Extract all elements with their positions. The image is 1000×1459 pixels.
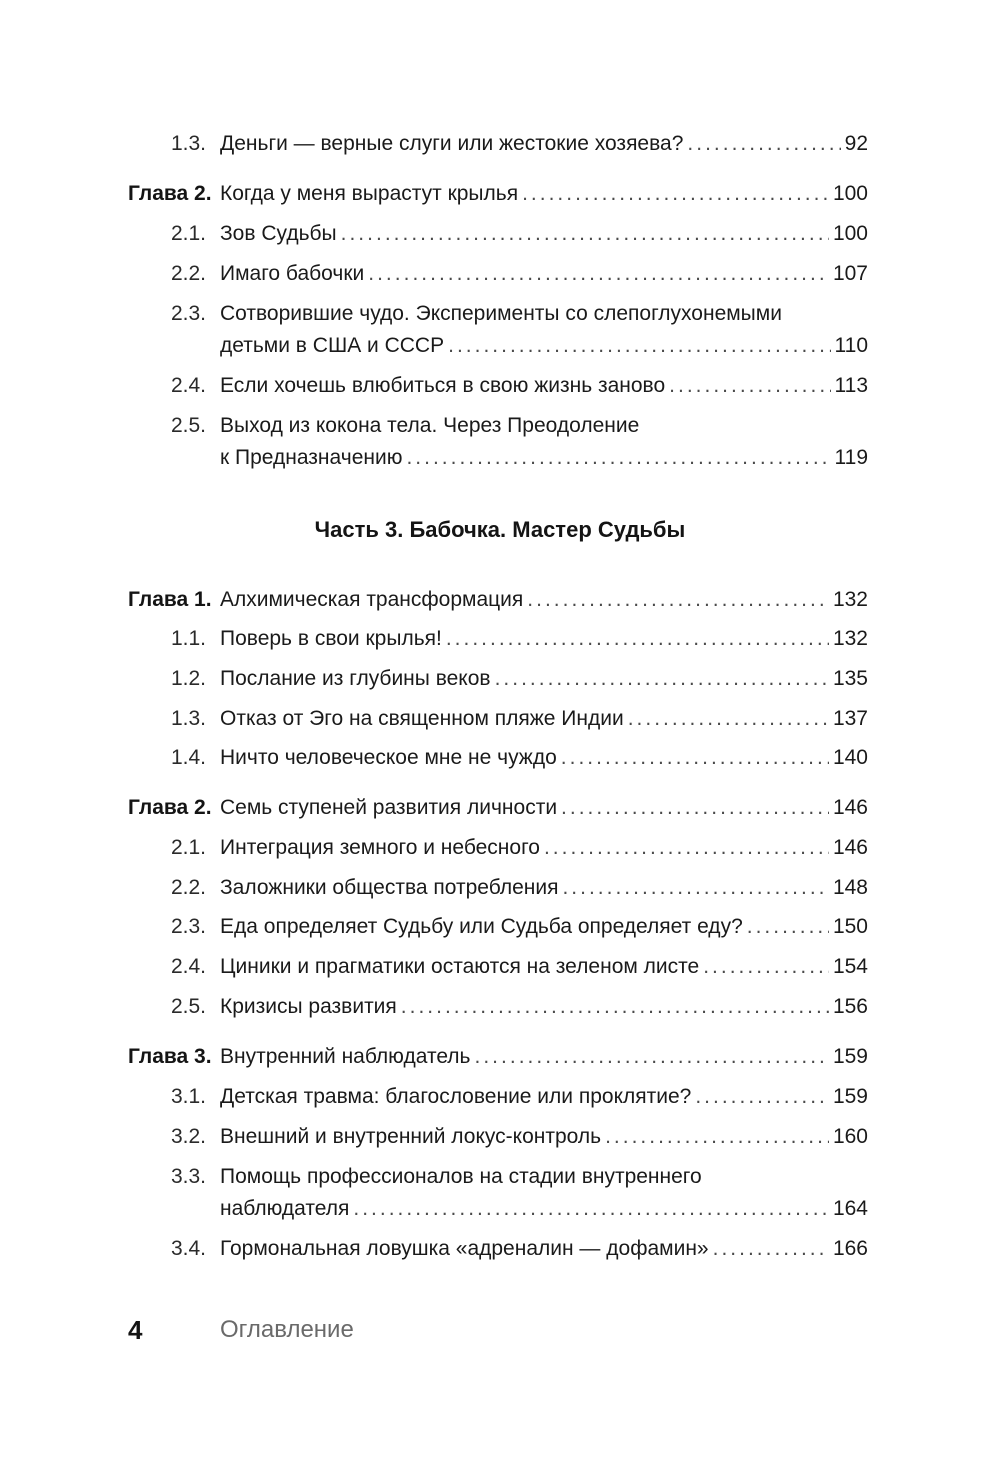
toc-entry <box>0 951 1000 983</box>
page-number: 160 <box>832 1125 868 1148</box>
section-title: Зов Судьбы <box>220 222 337 245</box>
toc-chapter-entry <box>0 584 1000 616</box>
dot-leader <box>747 911 829 943</box>
toc-entry <box>0 1121 1000 1153</box>
toc-chapter-entry <box>0 178 1000 210</box>
section-title: Деньги — верные слуги или жестокие хозяева? <box>220 132 684 155</box>
page-number: 148 <box>832 876 868 899</box>
chapter-title: Алхимическая трансформация <box>220 588 524 611</box>
page-number: 159 <box>832 1085 868 1108</box>
toc-entry <box>0 872 1000 904</box>
section-number: 3.2. <box>170 1125 206 1148</box>
toc-entry <box>0 1081 1000 1113</box>
dot-leader <box>527 584 829 616</box>
dot-leader <box>687 128 840 160</box>
page-number: 154 <box>832 955 868 978</box>
dot-leader <box>475 1041 829 1073</box>
toc-entry <box>0 703 1000 735</box>
section-title: Кризисы развития <box>220 995 397 1018</box>
dot-leader <box>522 178 829 210</box>
section-title: Внешний и внутренний локус-контроль <box>220 1125 602 1148</box>
page-footer <box>128 1310 828 1350</box>
page-number: 132 <box>832 588 868 611</box>
toc-entry <box>0 298 1000 330</box>
section-number: 1.1. <box>170 627 206 650</box>
chapter-title: Когда у меня вырастут крылья <box>220 182 519 205</box>
page-number: 159 <box>832 1045 868 1068</box>
toc-entry-continuation <box>0 330 1000 362</box>
section-number: 2.1. <box>170 222 206 245</box>
dot-leader <box>605 1121 829 1153</box>
section-number: 2.3. <box>170 915 206 938</box>
dot-leader <box>669 370 830 402</box>
page-number: 164 <box>832 1197 868 1220</box>
dot-leader <box>713 1233 829 1265</box>
toc-entry <box>0 128 1000 160</box>
page-number: 100 <box>832 222 868 245</box>
toc-chapter-entry <box>0 1041 1000 1073</box>
section-title-line1: Выход из кокона тела. Через Преодоление <box>220 414 640 437</box>
toc-entry <box>0 832 1000 864</box>
section-number: 1.3. <box>170 132 206 155</box>
section-number: 1.2. <box>170 667 206 690</box>
section-title: Еда определяет Судьбу или Судьба определяет еду? <box>220 915 743 938</box>
toc-entry-continuation <box>0 442 1000 474</box>
toc-entry <box>0 218 1000 250</box>
section-title: Послание из глубины веков <box>220 667 491 690</box>
chapter-number: Глава 2. <box>128 182 212 205</box>
section-title: к Предназначению <box>220 446 403 469</box>
toc-entry <box>0 1233 1000 1265</box>
section-title: Имаго бабочки <box>220 262 365 285</box>
section-number: 2.5. <box>170 414 206 437</box>
toc-entry <box>0 742 1000 774</box>
dot-leader <box>406 442 830 474</box>
page-number: 146 <box>832 836 868 859</box>
section-title: детьми в США и СССР <box>220 334 445 357</box>
page-number: 113 <box>834 374 868 397</box>
section-number: 1.3. <box>170 707 206 730</box>
page-number: 146 <box>832 796 868 819</box>
footer-page-number: 4 <box>128 1315 143 1345</box>
section-title: Отказ от Эго на священном пляже Индии <box>220 707 624 730</box>
dot-leader <box>544 832 829 864</box>
section-number: 2.1. <box>170 836 206 859</box>
toc-entry-continuation <box>0 1193 1000 1225</box>
section-number: 2.5. <box>170 995 206 1018</box>
section-number: 2.3. <box>170 302 206 325</box>
page-number: 135 <box>832 667 868 690</box>
section-title: Интеграция земного и небесного <box>220 836 540 859</box>
section-title: Детская травма: благословение или проклятие? <box>220 1085 692 1108</box>
toc-entry <box>0 410 1000 442</box>
toc-entry <box>0 1161 1000 1193</box>
toc-chapter-entry <box>0 792 1000 824</box>
page-number: 100 <box>832 182 868 205</box>
page-number: 140 <box>832 746 868 769</box>
section-number: 3.4. <box>170 1237 206 1260</box>
page-number: 107 <box>832 262 868 285</box>
dot-leader <box>446 623 829 655</box>
section-title: наблюдателя <box>220 1197 350 1220</box>
section-number: 2.2. <box>170 262 206 285</box>
section-number: 1.4. <box>170 746 206 769</box>
dot-leader <box>703 951 829 983</box>
section-title-line1: Сотворившие чудо. Эксперименты со слепоглухонемыми <box>220 302 782 325</box>
toc-entry <box>0 663 1000 695</box>
dot-leader <box>448 330 830 362</box>
section-title: Заложники общества потребления <box>220 876 559 899</box>
section-title: Циники и прагматики остаются на зеленом листе <box>220 955 700 978</box>
page-number: 166 <box>832 1237 868 1260</box>
section-title: Ничто человеческое мне не чуждо <box>220 746 557 769</box>
section-title: Гормональная ловушка «адреналин — дофамин» <box>220 1237 709 1260</box>
dot-leader <box>628 703 829 735</box>
section-number: 3.1. <box>170 1085 206 1108</box>
page-number: 110 <box>834 334 868 357</box>
section-number: 2.4. <box>170 955 206 978</box>
page-number: 156 <box>832 995 868 1018</box>
chapter-title: Внутренний наблюдатель <box>220 1045 471 1068</box>
page-number: 92 <box>844 132 868 155</box>
section-title: Поверь в свои крылья! <box>220 627 442 650</box>
footer-section-title: Оглавление <box>220 1316 354 1343</box>
page-number: 150 <box>832 915 868 938</box>
chapter-number: Глава 2. <box>128 796 212 819</box>
page-number: 132 <box>832 627 868 650</box>
chapter-number: Глава 3. <box>128 1045 212 1068</box>
section-title: Если хочешь влюбиться в свою жизнь заново <box>220 374 666 397</box>
dot-leader <box>495 663 829 695</box>
page-number: 119 <box>834 446 868 469</box>
section-number: 2.4. <box>170 374 206 397</box>
dot-leader <box>561 792 829 824</box>
dot-leader <box>401 991 829 1023</box>
section-number: 3.3. <box>170 1165 206 1188</box>
dot-leader <box>695 1081 829 1113</box>
toc-entry <box>0 911 1000 943</box>
toc-entry <box>0 258 1000 290</box>
section-title-line1: Помощь профессионалов на стадии внутреннего <box>220 1165 702 1188</box>
chapter-title: Семь ступеней развития личности <box>220 796 558 819</box>
dot-leader <box>562 872 829 904</box>
page-number: 137 <box>832 707 868 730</box>
dot-leader <box>341 218 829 250</box>
dot-leader <box>561 742 829 774</box>
chapter-number: Глава 1. <box>128 588 212 611</box>
section-number: 2.2. <box>170 876 206 899</box>
dot-leader <box>368 258 829 290</box>
toc-entry <box>0 991 1000 1023</box>
toc-entry <box>0 370 1000 402</box>
toc-entry <box>0 623 1000 655</box>
dot-leader <box>353 1193 829 1225</box>
part-heading: Часть 3. Бабочка. Мастер Судьбы <box>314 517 686 542</box>
